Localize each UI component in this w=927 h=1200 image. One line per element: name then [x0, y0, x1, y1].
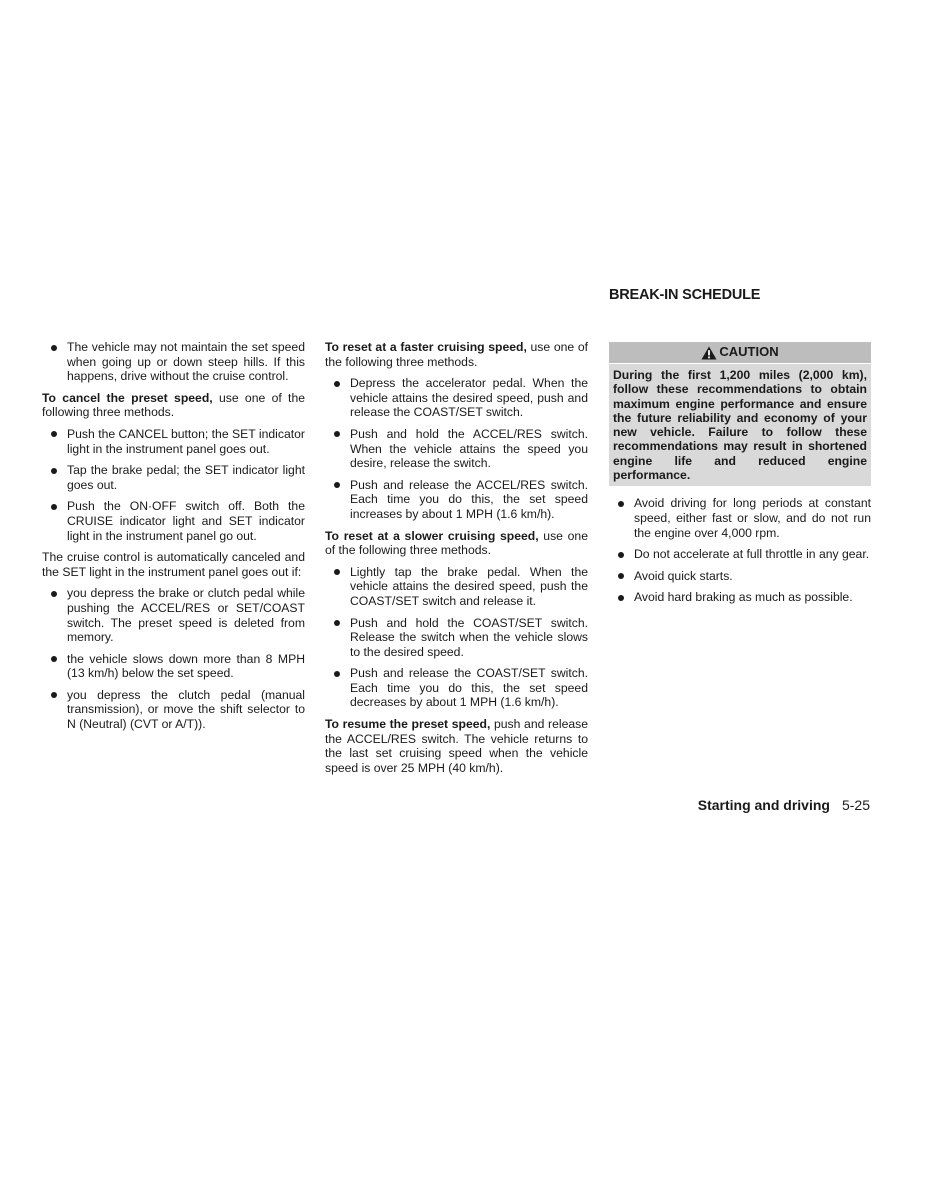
list-item: Push and hold the COAST/SET switch. Release the switch when the vehicle slows to the desired speed.	[325, 616, 588, 660]
list-item: you depress the brake or clutch pedal while pushing the ACCEL/RES or SET/COAST switch. The preset speed is deleted from memory.	[42, 586, 305, 644]
bullet-icon	[618, 573, 624, 579]
break-in-list	[609, 496, 871, 605]
bullet-icon	[618, 595, 624, 601]
bullet-icon	[334, 569, 340, 575]
caution-text: During the first 1,200 miles (2,000 km), follow these recommendations to obtain maximum engine performance and ensure the future reliability and economy of your new vehicle. Failure to follow these recommendations may result in shortened engine life and reduced engine performance.	[613, 368, 867, 483]
paragraph-slower: To reset at a slower cruising speed, use one of the following three methods.	[325, 528, 588, 558]
list-item: The vehicle may not maintain the set speed when going up or down steep hills. If this happens, drive without the cruise control.	[42, 340, 305, 384]
caution-title: CAUTION	[719, 344, 779, 360]
list-item: Lightly tap the brake pedal. When the vehicle attains the desired speed, push the COAST/SET switch and release it.	[325, 565, 588, 609]
bullet-icon	[618, 552, 624, 558]
bullet-icon	[51, 692, 57, 698]
paragraph-auto-cancel: The cruise control is automatically canceled and the SET light in the instrument panel goes out if:	[42, 550, 305, 579]
faster-methods-list	[325, 376, 588, 521]
bullet-icon	[51, 504, 57, 510]
list-item: Push and release the COAST/SET switch. Each time you do this, the set speed decreases by about 1 MPH (1.6 km/h).	[325, 666, 588, 710]
column-2	[325, 340, 588, 782]
paragraph-cancel: To cancel the preset speed, use one of the following three methods.	[42, 390, 305, 420]
list-item: you depress the clutch pedal (manual transmission), or move the shift selector to N (Neutral) (CVT or A/T)).	[42, 688, 305, 732]
list-item: Avoid driving for long periods at constant speed, either fast or slow, and do not run the engine over 4,000 rpm.	[609, 496, 871, 540]
section-heading: BREAK-IN SCHEDULE	[609, 287, 761, 303]
auto-cancel-list	[42, 586, 305, 731]
list-item: Depress the accelerator pedal. When the vehicle attains the desired speed, push and release the COAST/SET switch.	[325, 376, 588, 420]
bullet-icon	[51, 591, 57, 597]
bullet-icon	[334, 620, 340, 626]
cancel-methods-list	[42, 427, 305, 543]
list-item: Push and release the ACCEL/RES switch. Each time you do this, the set speed increases by about 1 MPH (1.6 km/h).	[325, 478, 588, 522]
page-footer	[698, 798, 870, 813]
list-item: Avoid hard braking as much as possible.	[609, 590, 871, 605]
list-item: Push the CANCEL button; the SET indicator light in the instrument panel goes out.	[42, 427, 305, 456]
bullet-icon	[618, 501, 624, 507]
chapter-title: Starting and driving	[697, 797, 830, 813]
bullet-icon	[51, 656, 57, 662]
bullet-icon	[334, 381, 340, 387]
bullet-icon	[334, 431, 340, 437]
column-3	[609, 342, 871, 612]
list-item: the vehicle slows down more than 8 MPH (13 km/h) below the set speed.	[42, 652, 305, 681]
warning-triangle-icon	[701, 346, 717, 360]
caution-box	[609, 342, 871, 486]
page-number: 5-25	[841, 797, 870, 813]
bullet-icon	[51, 468, 57, 474]
list-item: Do not accelerate at full throttle in any gear.	[609, 547, 871, 562]
caution-header	[609, 342, 871, 364]
paragraph-resume: To resume the preset speed, push and release the ACCEL/RES switch. The vehicle returns to the last set cruising speed when the vehicle speed is over 25 MPH (40 km/h).	[325, 717, 588, 775]
list-item: Push and hold the ACCEL/RES switch. When the vehicle attains the speed you desire, release the switch.	[325, 427, 588, 471]
list-item: Push the ON·OFF switch off. Both the CRUISE indicator light and SET indicator light in the instrument panel go out.	[42, 499, 305, 543]
bullet-list	[42, 340, 305, 384]
list-item: Avoid quick starts.	[609, 569, 871, 584]
bullet-icon	[334, 671, 340, 677]
paragraph-faster: To reset at a faster cruising speed, use one of the following three methods.	[325, 340, 588, 369]
bullet-icon	[334, 482, 340, 488]
bullet-icon	[51, 345, 57, 351]
list-item: Tap the brake pedal; the SET indicator light goes out.	[42, 463, 305, 492]
slower-methods-list	[325, 565, 588, 710]
bullet-icon	[51, 431, 57, 437]
column-1	[42, 340, 305, 739]
